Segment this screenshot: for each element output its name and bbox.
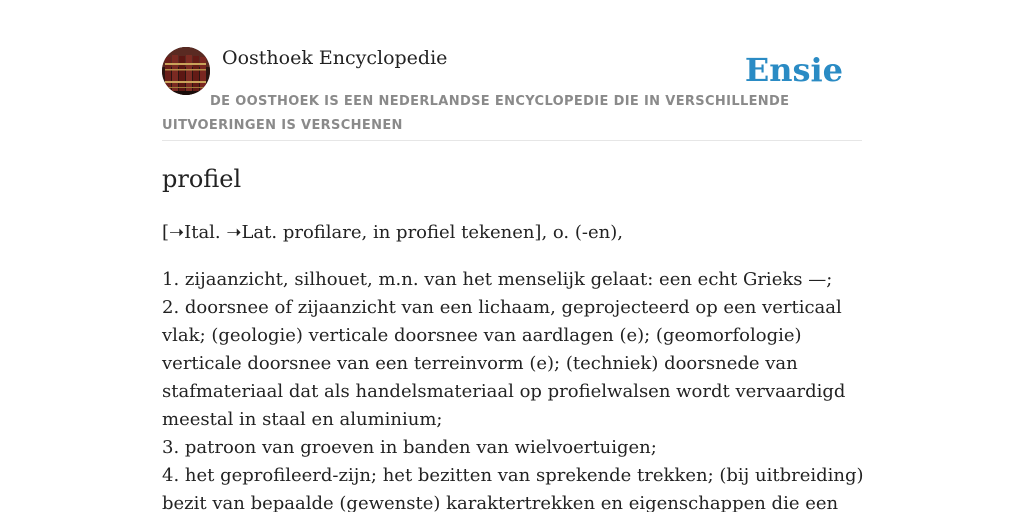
encyclopedia-books-icon[interactable]	[162, 47, 210, 95]
site-name[interactable]: Oosthoek Encyclopedie	[222, 47, 448, 69]
definition-item: 2. doorsnee of zijaanzicht van een lichaam, geprojecteerd op een verticaal vlak; (geologie) verticale doorsnee van aardlagen (e); (geomorfologie) verticale doorsnee van een terreinvorm (e); (techniek) doorsnede van stafmateriaal dat als handelsmateriaal op profielwalsen wordt vervaardigd meestal in staal en aluminium;	[162, 297, 846, 430]
site-header	[162, 46, 862, 141]
definition-item: 1. zijaanzicht, silhouet, m.n. van het menselijk gelaat: een echt Grieks —;	[162, 269, 833, 290]
entry-title: profiel	[162, 165, 242, 193]
entry-etymology: [➝Ital. ➝Lat. profilare, in profiel tekenen], o. (-en),	[162, 222, 623, 243]
brand-logo[interactable]: Ensie	[744, 51, 843, 89]
definition-item: 4. het geprofileerd-zijn; het bezitten van sprekende trekken; (bij uitbreiding) bezit van bepaalde (gewenste) karaktertrekken en eigenschappen die een	[162, 465, 864, 512]
definition-item: 3. patroon van groeven in banden van wielvoertuigen;	[162, 437, 657, 458]
definition-list	[162, 266, 864, 512]
entry-content	[162, 160, 864, 512]
site-tagline: DE OOSTHOEK IS EEN NEDERLANDSE ENCYCLOPEDIE DIE IN VERSCHILLENDE UITVOERINGEN IS VERSCHENEN	[162, 94, 790, 133]
